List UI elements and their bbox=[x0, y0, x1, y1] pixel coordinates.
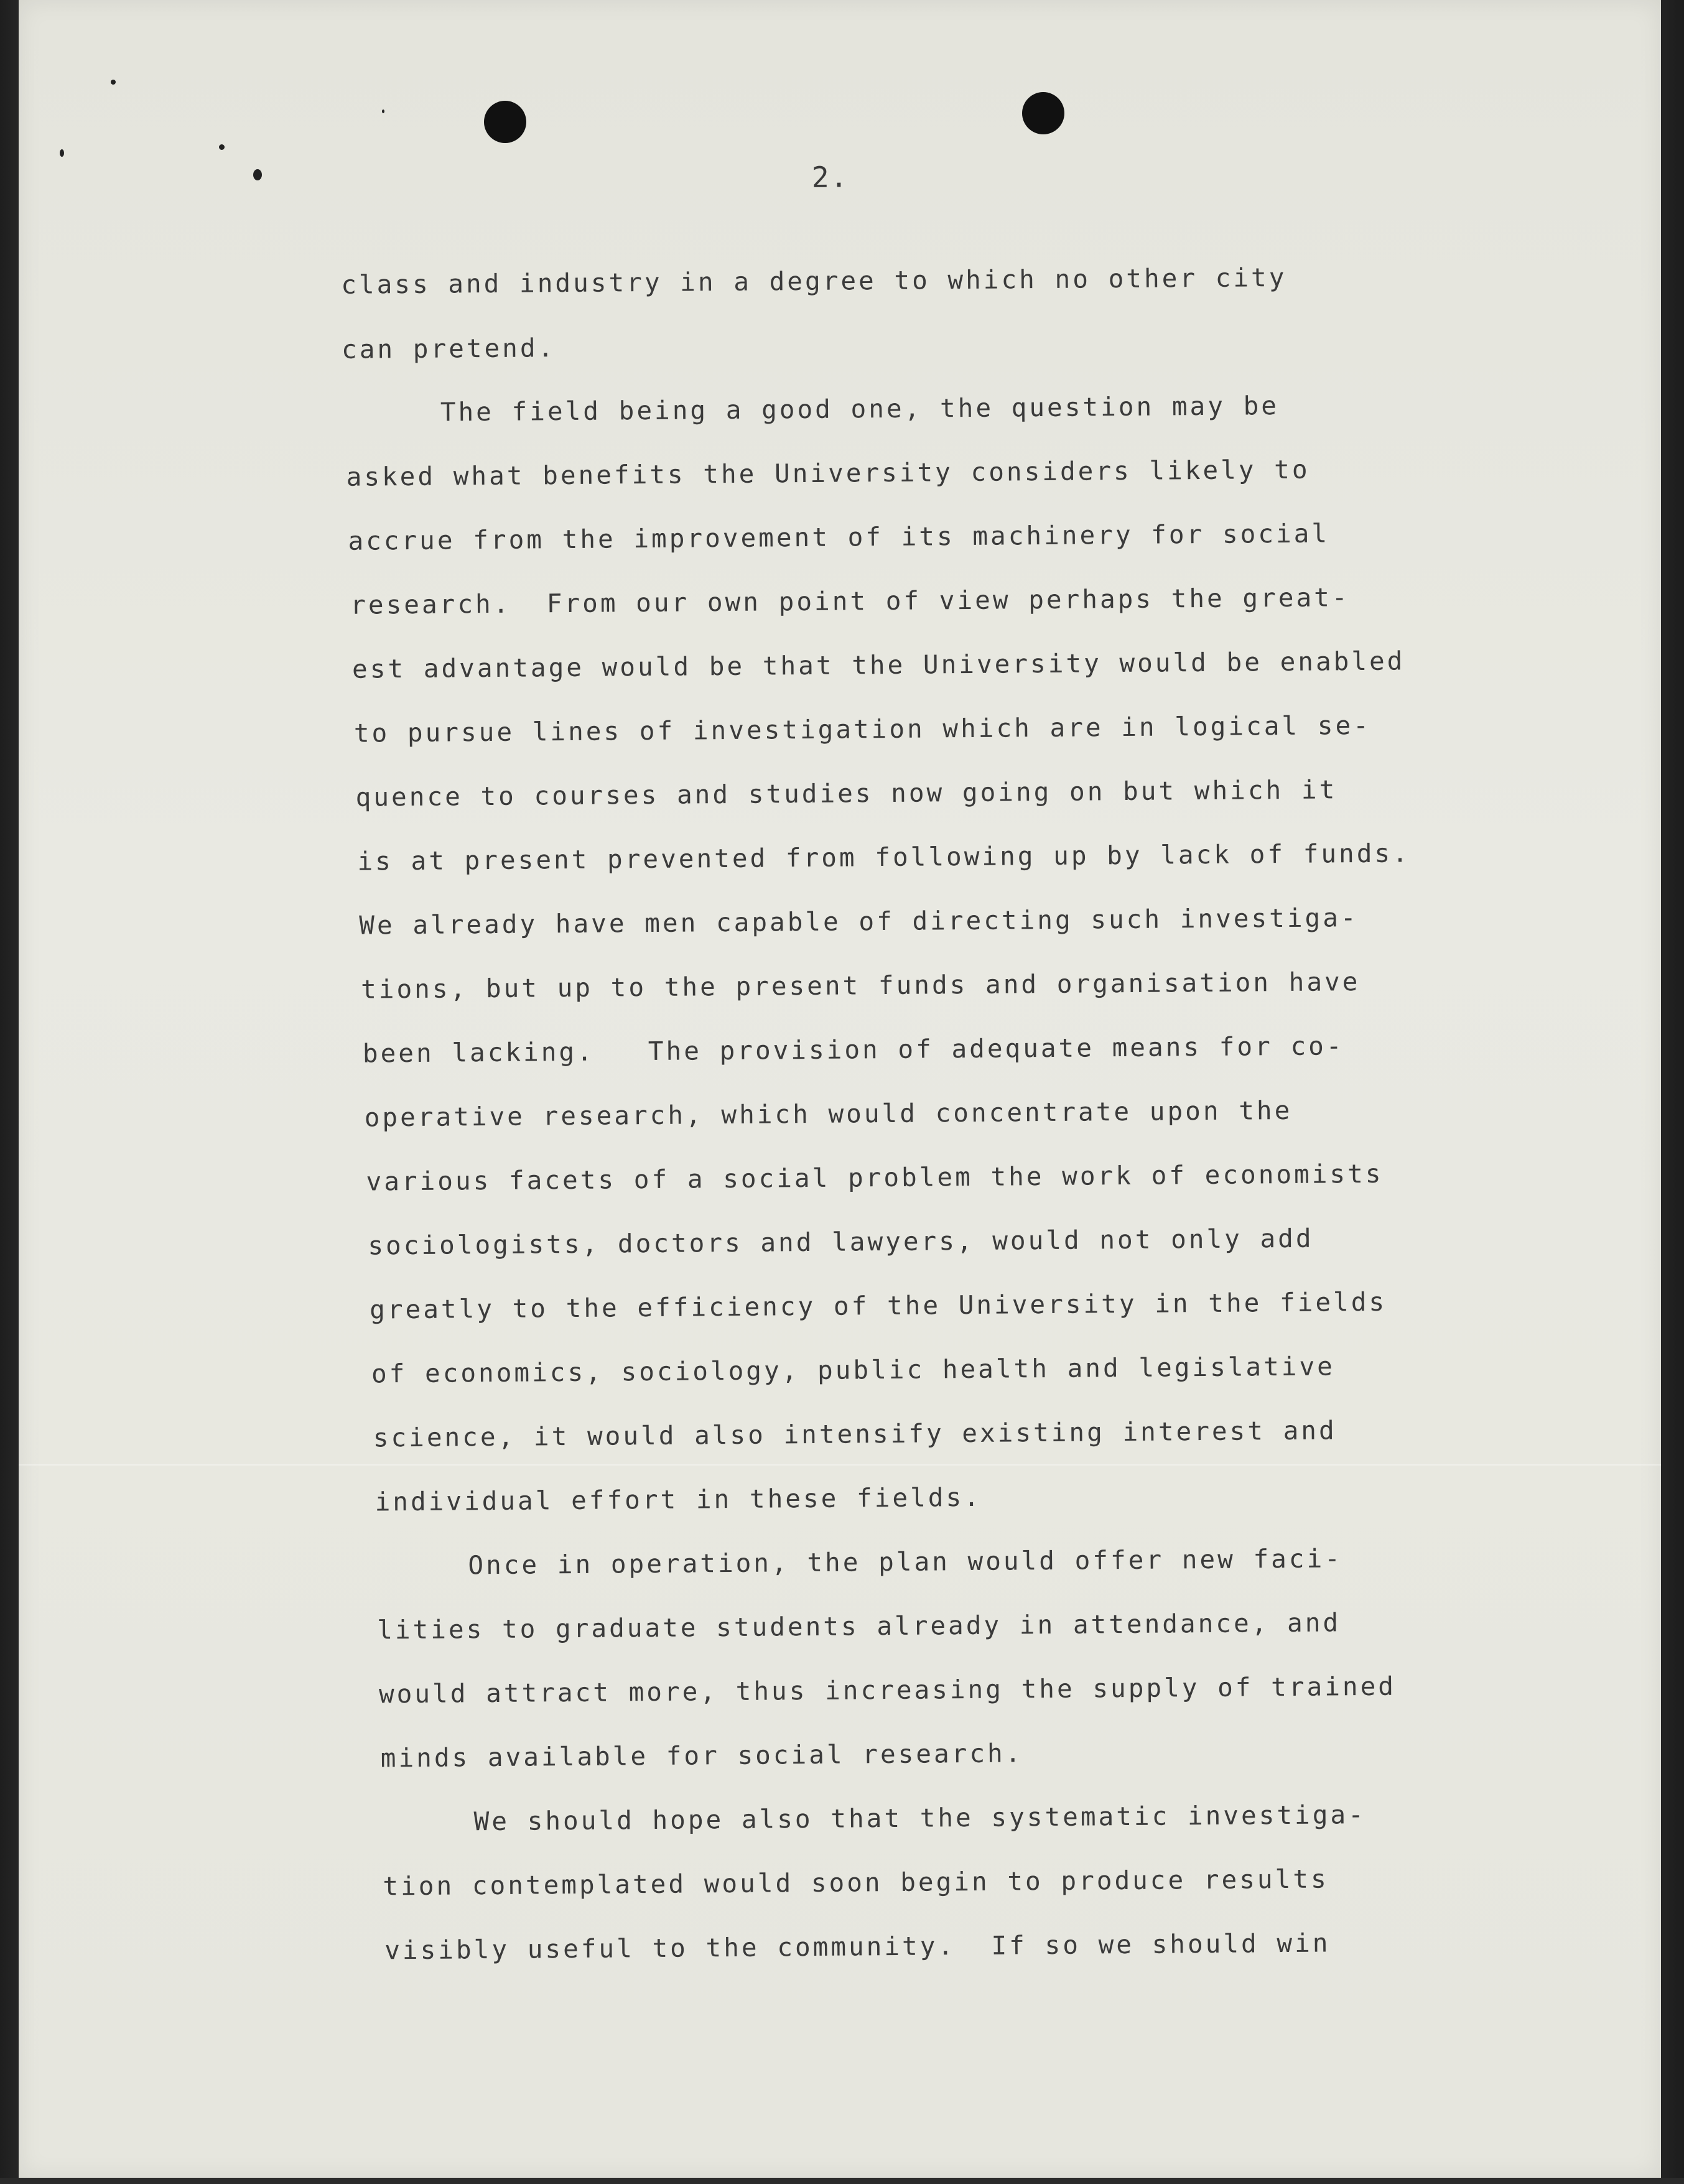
text-line: We already have men capable of directing such investiga- bbox=[359, 903, 1359, 941]
text-line: of economics, sociology, public health and legislative bbox=[371, 1351, 1336, 1389]
text-line: tion contemplated would soon begin to produce results bbox=[383, 1864, 1329, 1902]
text-line: We should hope also that the systematic investiga- bbox=[473, 1800, 1366, 1837]
text-line: minds available for social research. bbox=[380, 1738, 1023, 1773]
text-line: lities to graduate students already in attendance, and bbox=[377, 1607, 1341, 1645]
text-line: operative research, which would concentrate upon the bbox=[364, 1095, 1293, 1133]
text-line: science, it would also intensify existing interest and bbox=[373, 1415, 1337, 1453]
text-line: class and industry in a degree to which no other city bbox=[341, 262, 1287, 300]
text-line: tions, but up to the present funds and organisation have bbox=[360, 967, 1361, 1005]
page-number: 2. bbox=[811, 160, 849, 194]
text-line: can pretend. bbox=[341, 333, 556, 365]
text-line: individual effort in these fields. bbox=[374, 1482, 982, 1517]
text-line: to pursue lines of investigation which are in logical se- bbox=[353, 710, 1372, 748]
text-line: visibly useful to the community. If so we should win bbox=[384, 1928, 1331, 1966]
text-line: would attract more, thus increasing the supply of trained bbox=[378, 1671, 1397, 1709]
text-line: accrue from the improvement of its machinery for social bbox=[348, 518, 1330, 556]
text-line: The field being a good one, the question may be bbox=[440, 391, 1280, 427]
text-line: greatly to the efficiency of the University in the fields bbox=[369, 1286, 1387, 1325]
text-line: Once in operation, the plan would offer new faci- bbox=[468, 1543, 1343, 1581]
text-line: research. From our own point of view perhaps the great- bbox=[350, 582, 1350, 620]
text-line: is at present prevented from following up by lack of funds. bbox=[357, 838, 1411, 876]
text-line: various facets of a social problem the work of economists bbox=[366, 1158, 1384, 1197]
text-line: been lacking. The provision of adequate means for co- bbox=[362, 1031, 1344, 1069]
text-line: quence to courses and studies now going on but which it bbox=[355, 774, 1337, 812]
text-line: asked what benefits the University considers likely to bbox=[346, 454, 1310, 492]
text-line: sociologists, doctors and lawyers, would not only add bbox=[368, 1223, 1314, 1261]
text-line: est advantage would be that the University would be enabled bbox=[351, 646, 1405, 684]
